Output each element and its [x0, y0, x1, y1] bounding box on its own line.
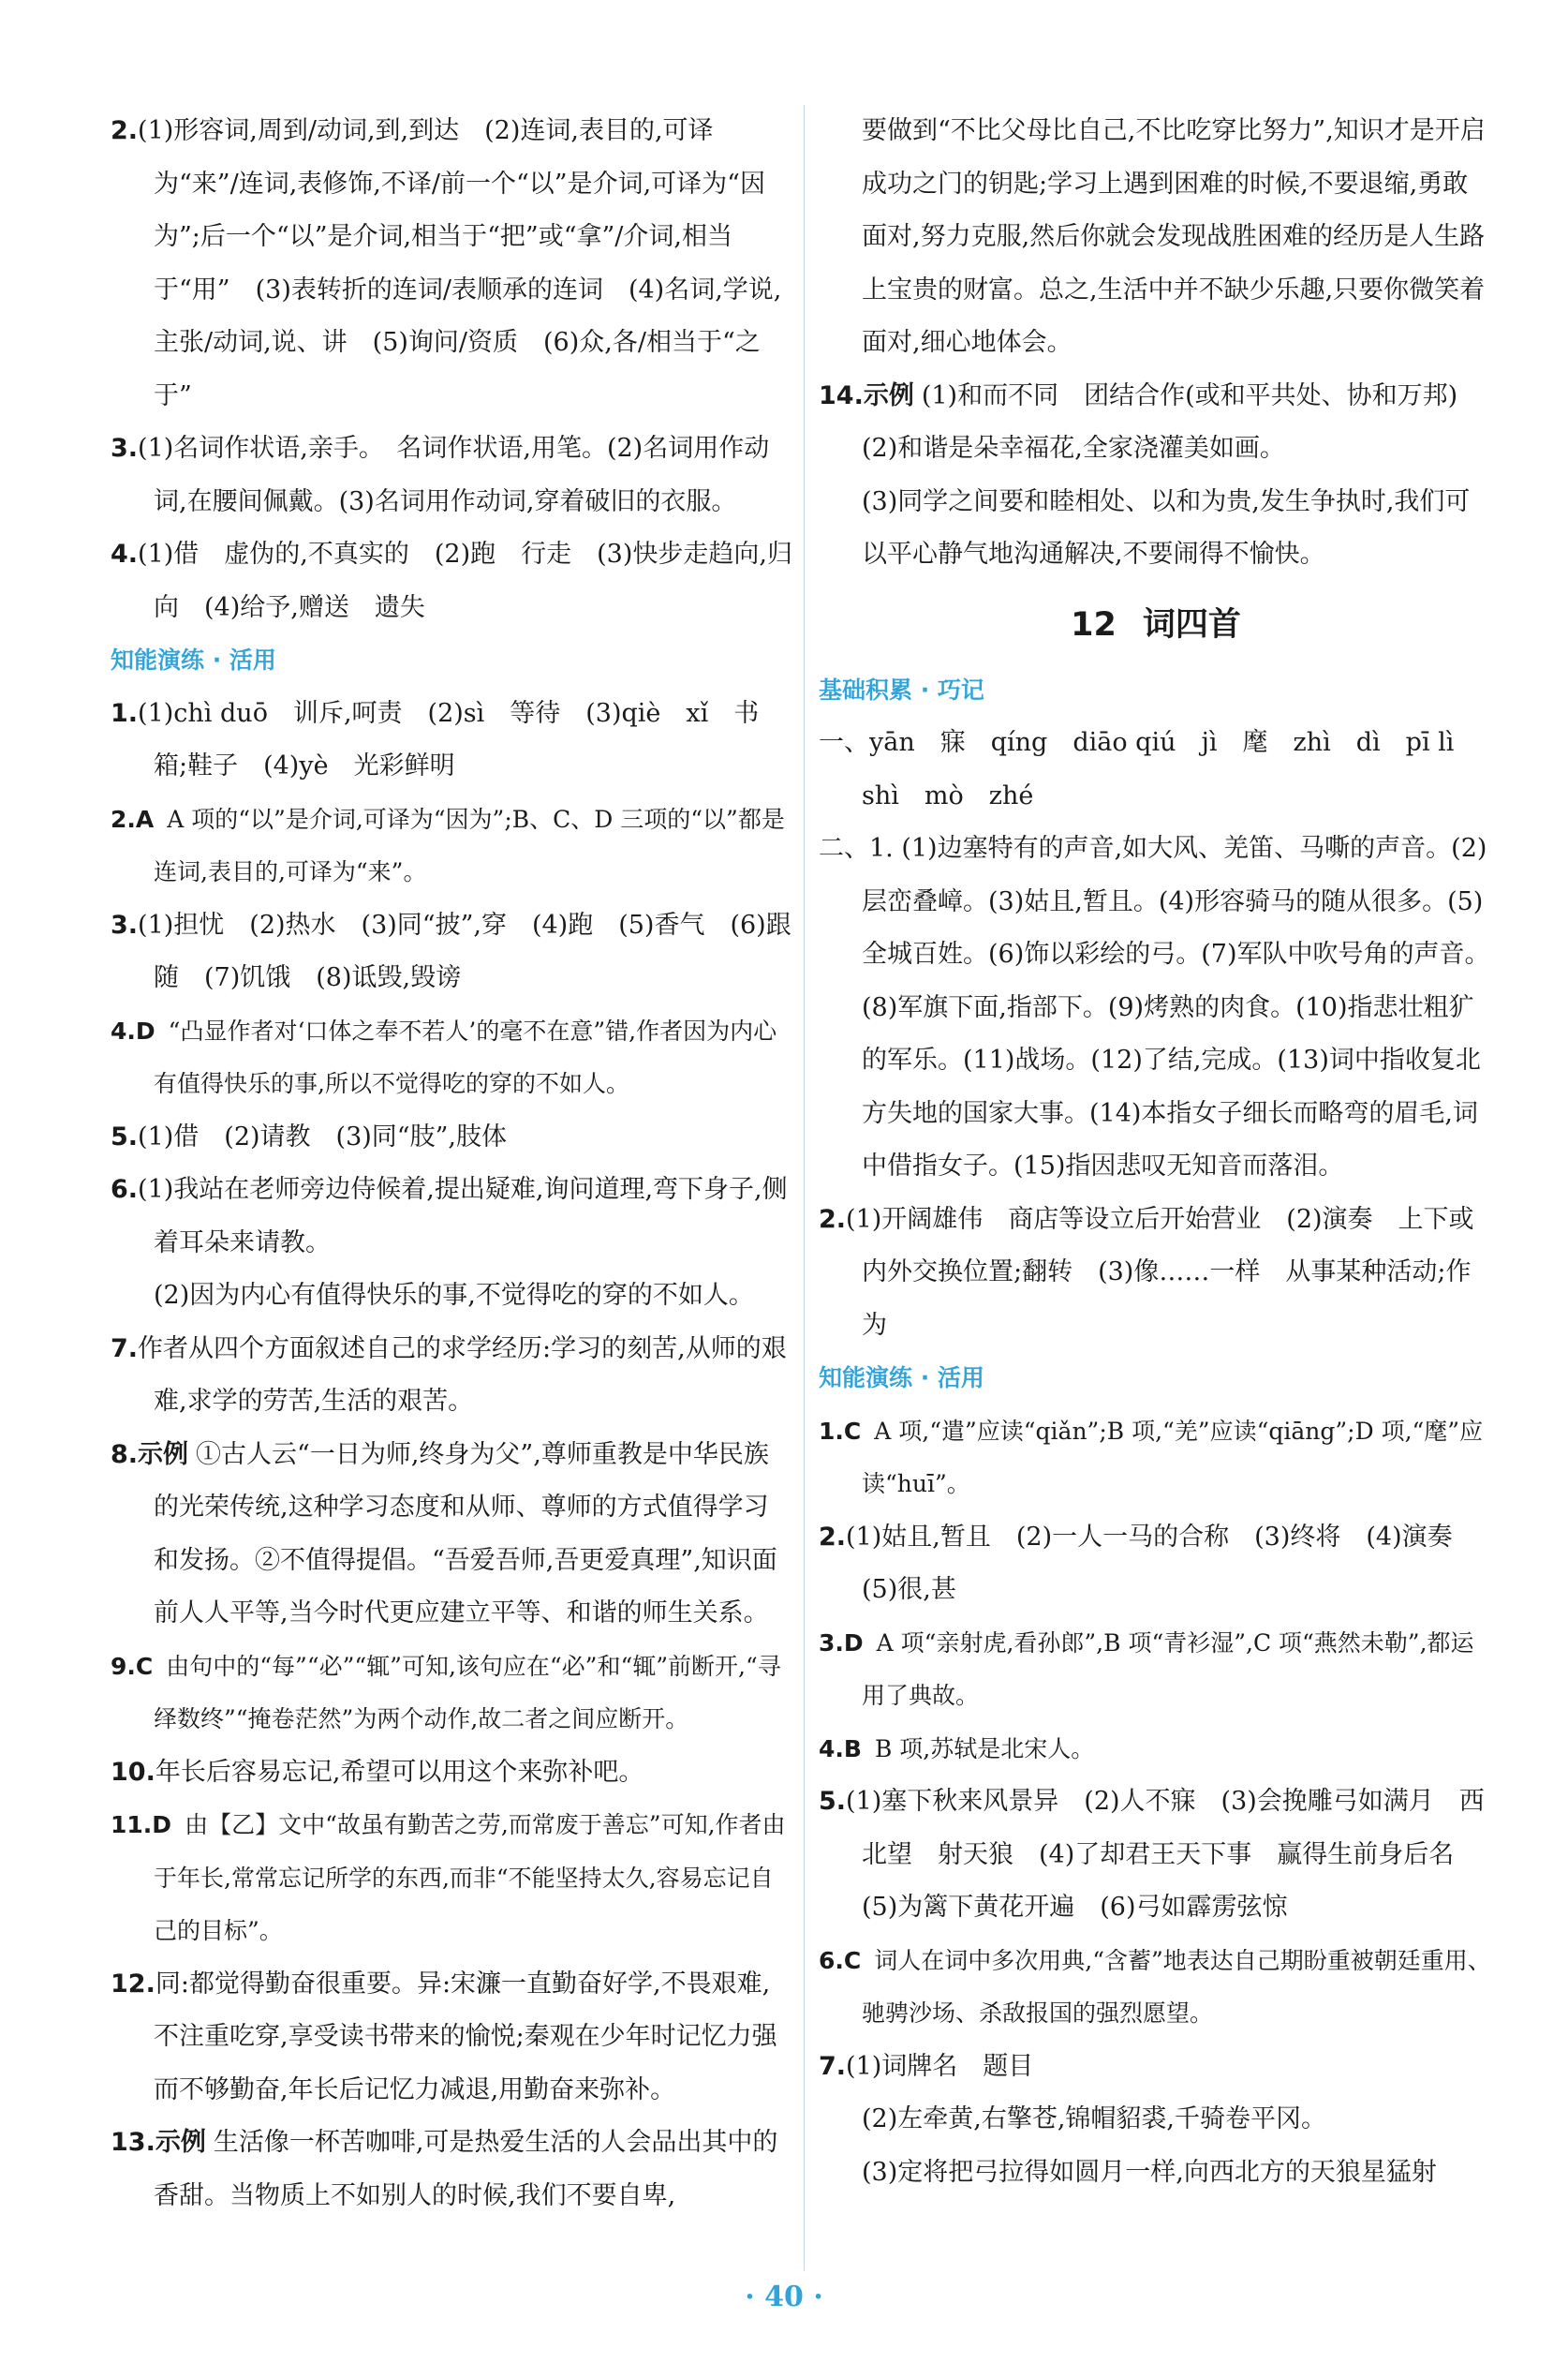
- answer-item: [111, 899, 792, 1005]
- answer-text: [819, 2093, 1493, 2147]
- answer-item: [111, 1005, 792, 1111]
- item-text: 年长后容易忘记,希望可以用这个来弥补吧。: [155, 1757, 644, 1787]
- item-text: 由句中的“每”“必”“辄”可知,该句应在“必”和“辄”前断开,“寻绎数终”“掩卷茫然”为两个动作,故二者之间应断开。: [154, 1652, 781, 1732]
- item-number: 6.: [111, 1175, 139, 1204]
- item-text: (1)chì duō 训斥,呵责 (2)sì 等待 (3)qiè xǐ 书箱;鞋子 (4)yè 光彩鲜明: [138, 698, 760, 780]
- left-column: [111, 105, 792, 2222]
- answer-text: [819, 476, 1493, 582]
- column-divider: [804, 105, 805, 2271]
- answer-item: [111, 1641, 792, 1746]
- item-text: A 项,“遣”应读“qiǎn”;B 项,“羌”应读“qiāng”;D 项,“麾”应读“huī”。: [862, 1417, 1484, 1497]
- item-text: B 项,苏轼是北宋人。: [874, 1734, 1095, 1762]
- item-text: A 项“亲射虎,看孙郎”,B 项“青衫湿”,C 项“燕然未勒”,都运用了典故。: [862, 1628, 1474, 1709]
- answer-item: [819, 1723, 1493, 1776]
- item-number: 1.: [111, 698, 139, 728]
- item-number: 3.: [819, 1628, 844, 1657]
- answer-item: [111, 423, 792, 528]
- item-number: 7.: [111, 1333, 139, 1363]
- answer-choice: C: [843, 1417, 862, 1445]
- answer-item: [111, 794, 792, 899]
- item-text: (1)我站在老师旁边侍候着,提出疑难,询问道理,弯下身子,侧着耳朵来请教。: [138, 1175, 788, 1257]
- item-number: 4.: [111, 540, 139, 569]
- answer-text: [819, 2147, 1493, 2200]
- answer-item: [111, 1958, 792, 2118]
- item-number: 14.: [819, 380, 864, 410]
- item-text: (2)因为内心有值得快乐的事,不觉得吃的穿的不如人。: [154, 1281, 754, 1310]
- item-number: 5.: [111, 1122, 139, 1152]
- item-number: 3.: [111, 910, 139, 940]
- answer-item: [111, 1323, 792, 1429]
- item-text: 生活像一杯苦咖啡,可是热爱生活的人会品出其中的香甜。当物质上不如别人的时候,我们不要自卑,: [154, 2128, 778, 2210]
- answer-choice: C: [135, 1652, 154, 1680]
- item-number: 3.: [111, 434, 139, 463]
- item-number: 12.: [111, 1969, 155, 1999]
- page-number: · 40 ·: [745, 2281, 823, 2313]
- chapter-title: [819, 586, 1493, 664]
- item-number: 4.: [819, 1734, 844, 1762]
- answer-item: [819, 1776, 1493, 1935]
- item-number: 8.: [111, 1439, 139, 1469]
- answer-text: [819, 105, 1493, 370]
- item-text: (1)借 (2)请教 (3)同“肢”,肢体: [138, 1122, 507, 1152]
- item-text: 一、yān 寐 qíng diāo qiú jì 麾 zhì dì pī lì shì mò zhé: [819, 728, 1480, 810]
- item-number: 11.: [111, 1811, 153, 1838]
- chapter-name: 词四首: [1142, 605, 1241, 644]
- answer-item: [819, 1511, 1493, 1617]
- answer-item: [111, 105, 792, 423]
- item-number: 13.: [111, 2128, 155, 2157]
- item-text: ①古人云“一日为师,终身为父”,尊师重教是中华民族的光荣传统,这种学习态度和从师、尊师的方式值得学习和发扬。②不值得提倡。“吾爱吾师,吾更爱真理”,知识面前人人平等,当今时代更应建立平等、和谐的师生关系。: [154, 1439, 777, 1627]
- item-text: (2)和谐是朵幸福花,全家浇灌美如画。: [862, 434, 1285, 463]
- answer-item: [111, 1799, 792, 1958]
- answer-choice: D: [135, 1017, 155, 1045]
- answer-choice: C: [843, 1946, 862, 1974]
- item-text: (1)姑且,暂且 (2)一人一马的合称 (3)终将 (4)演奏 (5)很,甚: [846, 1522, 1478, 1604]
- item-number: 10.: [111, 1757, 155, 1787]
- answer-item: [111, 1111, 792, 1165]
- item-number: 6.: [819, 1946, 844, 1974]
- item-text: (1)词牌名 题目: [846, 2051, 1034, 2081]
- answer-item: [819, 1194, 1493, 1353]
- item-text: 要做到“不比父母比自己,不比吃穿比努力”,知识才是开启成功之门的钥匙;学习上遇到困难的时候,不要退缩,勇敢面对,努力克服,然后你就会发现战胜困难的经历是人生路上宝贵的财富。总之,生活中并不缺少乐趣,只要你微笑着面对,细心地体会。: [862, 116, 1486, 357]
- section-heading: 知能演练 · 活用: [111, 647, 276, 674]
- item-text: (3)同学之间要和睦相处、以和为贵,发生争执时,我们可以平心静气地沟通解决,不要闹得不愉快。: [862, 486, 1471, 569]
- item-text: 作者从四个方面叙述自己的求学经历:学习的刻苦,从师的艰难,求学的劳苦,生活的艰苦。: [138, 1333, 787, 1416]
- answer-item: [819, 370, 1493, 424]
- item-text: (2)左牵黄,右擎苍,锦帽貂裘,千骑卷平冈。: [862, 2104, 1326, 2133]
- item-number: 2.: [111, 805, 136, 833]
- item-number: 2.: [111, 116, 139, 145]
- item-number: 7.: [819, 2051, 847, 2081]
- answer-item: [111, 1429, 792, 1641]
- answer-choice: D: [843, 1628, 864, 1657]
- item-text: 由【乙】文中“故虽有勤苦之劳,而常废于善忘”可知,作者由于年长,常常忘记所学的东西,而非“不能坚持太久,容易忘记自己的目标”。: [154, 1811, 786, 1944]
- item-number: 2.: [819, 1522, 847, 1552]
- answer-item: [111, 1746, 792, 1800]
- item-text: (1)担忧 (2)热水 (3)同“披”,穿 (4)跑 (5)香气 (6)跟随 (7)饥饿 (8)诋毁,毁谤: [138, 910, 791, 992]
- example-label: 示例: [863, 380, 914, 410]
- item-number: 5.: [819, 1787, 847, 1816]
- item-text: (1)借 虚伪的,不真实的 (2)跑 行走 (3)快步走趋向,归向 (4)给予,赠送 遗失: [138, 540, 792, 622]
- example-label: 示例: [138, 1439, 189, 1469]
- item-text: (1)塞下秋来风景异 (2)人不寐 (3)会挽雕弓如满月 西北望 射天狼 (4)了却君王天下事 赢得生前身后名 (5)为篱下黄花开遍 (6)弓如霹雳弦惊: [846, 1787, 1485, 1922]
- item-number: 9.: [111, 1652, 136, 1680]
- section-heading: 知能演练 · 活用: [819, 1364, 984, 1391]
- item-text: (1)开阔雄伟 商店等设立后开始营业 (2)演奏 上下或内外交换位置;翻转 (3)像……一样 从事某种活动;作为: [846, 1204, 1474, 1340]
- item-text: 同:都觉得勤奋很重要。异:宋濂一直勤奋好学,不畏艰难,不注重吃穿,享受读书带来的愉悦;秦观在少年时记忆力强而不够勤奋,年长后记忆力减退,用勤奋来弥补。: [154, 1969, 777, 2104]
- answer-choice: A: [135, 805, 155, 833]
- item-text: (3)定将把弓拉得如圆月一样,向西北方的天狼星猛射: [862, 2157, 1437, 2187]
- answer-item: [819, 1617, 1493, 1723]
- item-text: (1)形容词,周到/动词,到,到达 (2)连词,表目的,可译为“来”/连词,表修饰,不译/前一个“以”是介词,可译为“因为”;后一个“以”是介词,相当于“把”或“拿”/介词,相当于“用” (3)表转折的连词/表顺承的连词 (4)名词,学说,主张/动词,说、讲 (5)询问/资质 (6)众,各/相当于“之于”: [138, 116, 782, 410]
- item-number: 2.: [819, 1204, 847, 1234]
- answer-item: [819, 2041, 1493, 2094]
- answer-text: [111, 1270, 792, 1323]
- answer-text: [819, 423, 1493, 476]
- item-number: 1.: [819, 1417, 844, 1445]
- answer-item: [819, 1935, 1493, 2041]
- item-text: (1)名词作状语,亲手。 名词作状语,用笔。(2)名词用作动词,在腰间佩戴。(3)名词用作动词,穿着破旧的衣服。: [138, 434, 770, 516]
- right-column: [819, 105, 1493, 2199]
- answer-item: [111, 1164, 792, 1270]
- answer-item: [111, 688, 792, 794]
- item-text: A 项的“以”是介词,可译为“因为”;B、C、D 三项的“以”都是连词,表目的,可译为“来”。: [154, 805, 785, 885]
- example-label: 示例: [155, 2128, 206, 2157]
- answer-choice: D: [152, 1811, 172, 1838]
- item-text: (1)和而不同 团结合作(或和平共处、协和万邦): [921, 380, 1458, 410]
- answer-text: [819, 717, 1493, 823]
- answer-item: [819, 1405, 1493, 1511]
- item-number: 4.: [111, 1017, 136, 1045]
- item-text: “凸显作者对‘口体之奉不若人’的毫不在意”错,作者因为内心有值得快乐的事,所以不觉得吃的穿的不如人。: [154, 1017, 777, 1097]
- item-text: 二、1. (1)边塞特有的声音,如大风、羌笛、马嘶的声音。(2)层峦叠嶂。(3)姑且,暂且。(4)形容骑马的随从很多。(5)全城百姓。(6)饰以彩绘的弓。(7)军队中吹号角的声音。(8)军旗下面,指部下。(9)烤熟的肉食。(10)指悲壮粗犷的军乐。(11)战场。(12)了结,完成。(13)词中指收复北方失地的国家大事。(14)本指女子细长而略弯的眉毛,词中借指女子。(15)指因悲叹无知音而落泪。: [819, 834, 1490, 1181]
- answer-item: [111, 528, 792, 634]
- section-heading: 基础积累 · 巧记: [819, 676, 984, 704]
- chapter-number: 12: [1071, 605, 1117, 644]
- answer-choice: B: [843, 1734, 862, 1762]
- item-text: 词人在词中多次用典,“含蓄”地表达自己期盼重被朝廷重用、驰骋沙场、杀敌报国的强烈愿望。: [862, 1946, 1491, 2027]
- answer-text: [819, 823, 1493, 1194]
- answer-item: [111, 2117, 792, 2222]
